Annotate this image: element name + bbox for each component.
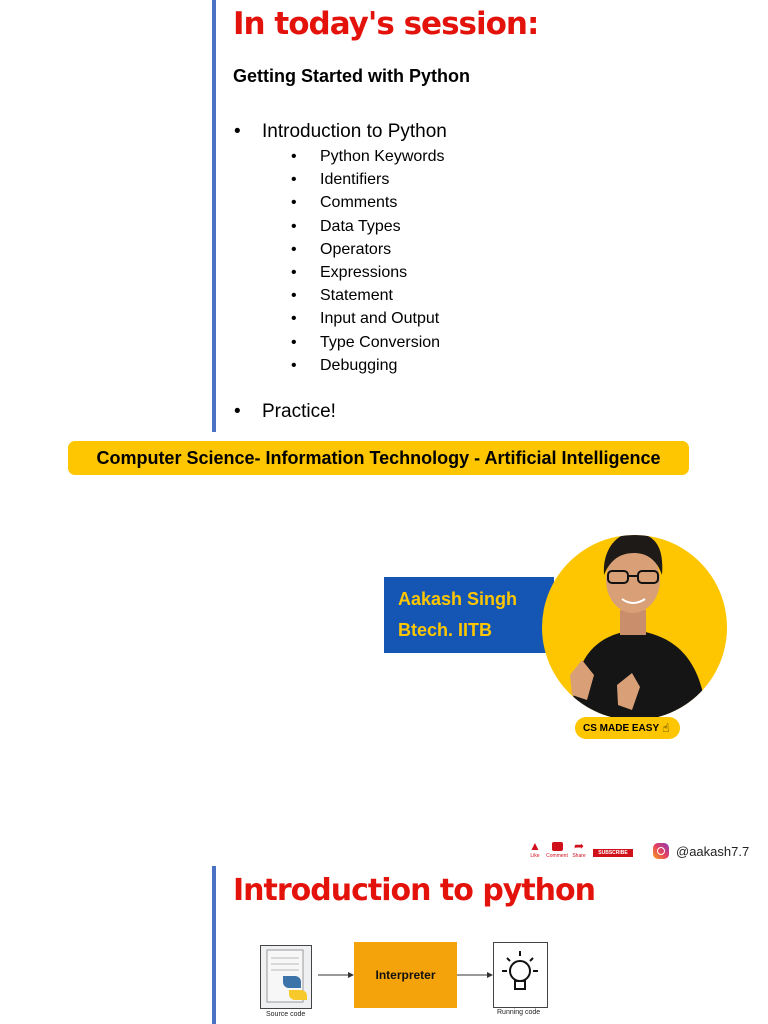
slide-left-bar [212, 0, 216, 432]
badge-label: CS MADE EASY [583, 722, 660, 734]
share-button[interactable] [571, 840, 587, 859]
slide2-left-bar [212, 866, 216, 1024]
cs-made-easy-badge [575, 717, 680, 739]
subtopic-list [320, 145, 445, 377]
list-item: • Type Conversion [320, 331, 445, 354]
list-item-practice: • Practice! [262, 400, 336, 424]
list-item: • Expressions [320, 261, 445, 284]
topic-list-practice [262, 400, 336, 424]
comment-label: Comment [546, 853, 568, 859]
like-label: Like [530, 853, 540, 859]
list-item: • Operators [320, 238, 445, 261]
slide2-title: Introduction to python [233, 873, 596, 908]
instagram-icon[interactable] [653, 843, 669, 859]
running-code-box [493, 942, 548, 1008]
running-code-label: Running code [497, 1009, 541, 1016]
list-item: • Input and Output [320, 307, 445, 330]
list-item: • Debugging [320, 354, 445, 377]
like-button[interactable] [527, 840, 543, 859]
slide-subtitle: Getting Started with Python [233, 66, 470, 86]
presenter-degree: Btech. IITB [398, 620, 493, 640]
slide-title: In today's session: [233, 6, 539, 42]
source-code-box [260, 945, 312, 1009]
pointer-hand-icon: ☝ [662, 721, 670, 735]
list-item: • Statement [320, 284, 445, 307]
thumbs-up-icon: ▲ [529, 839, 541, 853]
topic-list [262, 120, 447, 144]
presenter-name: Aakash Singh [398, 589, 518, 609]
interpreter-label: Interpreter [375, 968, 436, 982]
list-item: • Python Keywords [320, 145, 445, 168]
list-item: • Identifiers [320, 168, 445, 191]
share-icon: ➦ [573, 839, 585, 853]
presenter-namebox [384, 577, 554, 653]
list-item: • Comments [320, 191, 445, 214]
source-code-label: Source code [266, 1011, 306, 1018]
subject-banner: Computer Science- Information Technology - Artificial Intelligence [68, 441, 689, 475]
lightbulb-icon [494, 943, 547, 1007]
subscribe-button[interactable] [593, 849, 633, 857]
presenter-photo [542, 535, 727, 720]
list-item-main: • Introduction to Python [262, 120, 447, 144]
interpreter-box [354, 942, 457, 1008]
subscribe-label: SUBSCRIBE [598, 850, 628, 856]
comment-icon [552, 842, 563, 851]
share-label: Share [572, 853, 586, 859]
comment-button[interactable] [546, 840, 568, 859]
instagram-handle[interactable]: @aakash7.7 [676, 844, 750, 859]
person-silhouette-icon [542, 535, 727, 720]
arrow-icon [318, 970, 354, 980]
arrow-icon [457, 970, 493, 980]
python-file-icon [261, 946, 311, 1008]
list-item: • Data Types [320, 215, 445, 238]
